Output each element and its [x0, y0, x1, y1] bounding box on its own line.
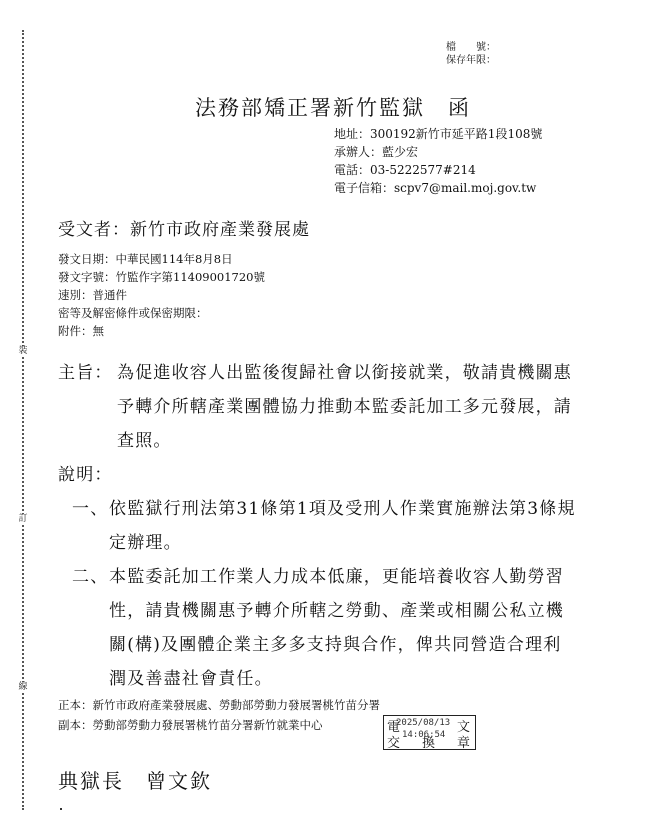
item-2-line-2: 性，請貴機關惠予轉介所轄之勞動、產業或相關公私立機	[109, 601, 564, 621]
sender-handler: 承辦人：藍少宏	[334, 145, 419, 159]
subject-line-2: 予轉介所轄產業團體協力推動本監委託加工多元發展，請	[117, 397, 572, 417]
file-number-label: 檔 號：	[446, 42, 496, 53]
explanation-label: 說明：	[58, 465, 113, 485]
item-2-line-1: 本監委託加工作業人力成本低廉，更能培養收容人勤勞習	[109, 567, 564, 587]
warden-signature: 典獄長 曾文欽	[58, 769, 212, 793]
stamp-char-bl: 交	[387, 736, 401, 751]
attachment: 附件：無	[58, 324, 104, 338]
classification: 密等及解密條件或保密期限：	[58, 306, 208, 320]
item-1-line-1: 依監獄行刑法第31條第1項及受刑人作業實施辦法第3條規	[109, 499, 576, 519]
document-number: 發文字號：竹監作字第11409001720號	[58, 270, 265, 284]
item-2-line-3: 關(構)及團體企業主多多支持與合作，俾共同營造合理利	[109, 635, 562, 655]
item-2-line-4: 潤及善盡社會責任。	[109, 669, 273, 689]
stamp-char-bm: 換	[422, 736, 436, 751]
delivery-speed: 速別：普通件	[58, 288, 127, 302]
binding-line	[22, 30, 24, 810]
binding-mark-zhuang: 裝	[18, 346, 28, 356]
sender-phone: 電話：03-5222577#214	[334, 163, 476, 177]
copy-recipients: 副本：勞動部勞動力發展署桃竹苗分署新竹就業中心	[58, 718, 323, 732]
stamp-char-tr: 文	[457, 720, 471, 735]
exchange-stamp	[383, 715, 476, 750]
item-1-number: 一、	[72, 499, 109, 519]
stamp-char-tl: 電	[387, 720, 401, 735]
binding-mark-xian: 線	[18, 682, 28, 692]
sender-address: 地址：300192新竹市延平路1段108號	[334, 127, 543, 141]
stamp-char-br: 章	[457, 736, 471, 751]
binding-mark-ding: 訂	[18, 514, 28, 524]
subject-line-3: 查照。	[117, 431, 172, 451]
stamp-date: 2025/08/13	[396, 718, 451, 728]
issue-date: 發文日期：中華民國114年8月8日	[58, 252, 233, 266]
subject-label: 主旨：	[58, 363, 113, 383]
sender-email: 電子信箱：scpv7@mail.moj.gov.tw	[334, 181, 537, 195]
original-recipients: 正本：新竹市政府產業發展處、勞動部勞動力發展署桃竹苗分署	[58, 698, 380, 712]
subject-line-1: 為促進收容人出監後復歸社會以銜接就業，敬請貴機關惠	[117, 363, 572, 383]
stray-dot	[60, 808, 62, 810]
recipient: 受文者：新竹市政府產業發展處	[58, 220, 310, 240]
item-2-number: 二、	[72, 567, 109, 587]
document-title: 法務部矯正署新竹監獄 函	[195, 96, 471, 120]
retention-period-label: 保存年限：	[446, 55, 496, 66]
item-1-line-2: 定辦理。	[109, 533, 182, 553]
stamp-time: 14:06:54	[402, 730, 446, 740]
